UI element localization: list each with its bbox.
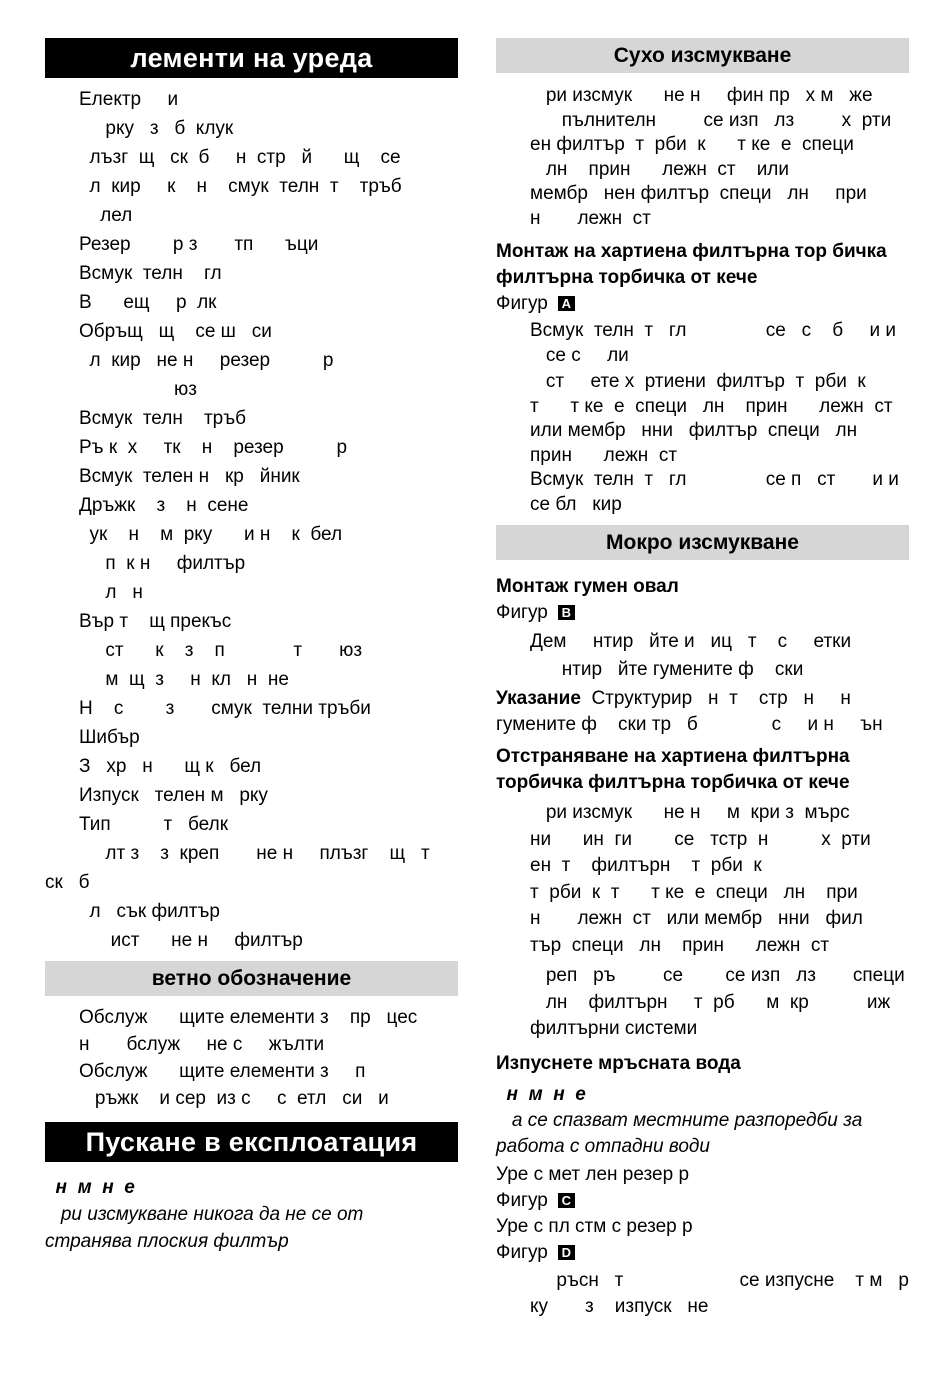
list-item: Вър т щ прекъс xyxy=(79,611,232,632)
device-variant-line: Уре с пл стм с резер р xyxy=(496,1215,693,1237)
list-item: лт з з креп не н плъзг щ т xyxy=(79,843,430,864)
list-item: Обръщ щ се ш си xyxy=(79,321,272,342)
list-item: Резер р з тп ъци xyxy=(79,234,319,255)
list-item: лел xyxy=(79,205,133,226)
remove-filter-paragraph: ри изсмук не н м кри з мърс ни ин ги се тстр н х рти ен т филтърн т рби к т рби к т т ке е специ лн при н лежн ст или мембр нни фил тър специ лн прин лежн ст xyxy=(530,802,871,956)
list-item: ист не н филтър xyxy=(79,930,303,951)
list-item: ск б xyxy=(45,872,90,893)
list-item: Ръ к х тк н резер р xyxy=(79,437,348,458)
device-variant-line: Уре с мет лен резер р xyxy=(496,1163,690,1185)
figure-label: Фигур xyxy=(496,293,548,314)
right-column xyxy=(496,38,909,1320)
step-paragraph: Всмук телн т гл се с б и и се с ли xyxy=(530,320,897,366)
dry-vacuuming-paragraph: ри изсмук не н фин пр х м же пълнителн се изп лз х рти ен филтър т рби к т ке е специ лн прин лежн ст или мембр нен филтър специ лн при н лежн ст xyxy=(530,85,892,229)
figure-badge-c: C xyxy=(558,1193,575,1208)
note-title: н м н е xyxy=(45,1177,135,1198)
left-column xyxy=(45,38,458,1255)
list-item: Всмук телн гл xyxy=(79,263,222,284)
list-item: Изпуск телен м рку xyxy=(79,785,268,806)
hint-label: Указание xyxy=(496,688,581,709)
list-item: Тип т белк xyxy=(79,814,229,835)
section-header-color-coding: ветно обозначение xyxy=(45,961,458,996)
device-elements-list xyxy=(45,85,458,955)
list-item: л кир не н резер р xyxy=(79,350,334,371)
figure-reference xyxy=(496,291,909,317)
figure-label: Фигур xyxy=(496,602,548,623)
list-item: ст к з п т юз xyxy=(79,640,363,661)
list-item: В ещ р лк xyxy=(79,292,217,313)
figure-reference xyxy=(496,600,909,626)
remove-filter-paragraph: реп ръ се се изп лз специ лн филтърн т рб м кр иж филтърни системи xyxy=(530,965,905,1039)
list-item: м щ з н кл н не xyxy=(79,669,289,690)
section-header-start-up: Пускане в експлоатация xyxy=(45,1122,458,1162)
hint-text: Структурир н т стр н н гумените ф ски тр б с и н ън xyxy=(496,688,883,735)
list-item: л кир к н смук телн т тръб xyxy=(79,176,402,197)
list-item: Дръжк з н сене xyxy=(79,495,249,516)
note-text: ри изсмукване никога да не се от странява плоския филтър xyxy=(45,1204,364,1252)
figure-reference xyxy=(496,1240,909,1266)
figure-label: Фигур xyxy=(496,1241,548,1263)
step-paragraph: Дем нтир йте и иц т с етки xyxy=(530,631,852,652)
figure-badge-d: D xyxy=(558,1245,575,1260)
step-paragraph: Всмук телн т гл се п ст и и се бл кир xyxy=(530,469,899,515)
list-item: Всмук телен н кр йник xyxy=(79,466,300,487)
subheading-mount-rubber-oval: Монтаж гумен овал xyxy=(496,576,679,597)
subheading-drain-dirty-water: Изпуснете мръсната вода xyxy=(496,1052,741,1074)
section-header-wet-vacuuming: Мокро изсмукване xyxy=(496,525,909,560)
figure-badge-a: A xyxy=(558,296,575,311)
list-item: Н с з смук телни тръби xyxy=(79,698,371,719)
step-paragraph: нтир йте гумените ф ски xyxy=(530,659,804,680)
list-item: Шибър xyxy=(79,727,140,748)
list-item: п к н филтър xyxy=(79,553,246,574)
note-text: а се спазват местните разпоредби за работа с отпадни води xyxy=(496,1109,863,1157)
start-up-note xyxy=(45,1174,458,1255)
list-item: юз xyxy=(79,379,197,400)
list-item: рку з б клук xyxy=(79,118,234,139)
color-coding-paragraph: Обслуж щите елементи з п ръжк и сер из с с етл си и xyxy=(79,1061,389,1109)
color-coding-paragraph: Обслуж щите елементи з пр цес н бслуж не с жълти xyxy=(79,1007,418,1055)
note-title: н м н е xyxy=(496,1083,586,1105)
color-coding-block xyxy=(45,1004,458,1112)
section-header-device-elements: лементи на уреда xyxy=(45,38,458,78)
list-item: л н xyxy=(79,582,143,603)
hint-paragraph xyxy=(496,686,909,738)
subheading-mount-filter-bag: Монтаж на хартиена филтърна тор бичка филтърна торбичка от кече xyxy=(496,241,887,288)
section-header-dry-vacuuming: Сухо изсмукване xyxy=(496,38,909,73)
figure-label: Фигур xyxy=(496,1189,548,1211)
drain-paragraph: ръсн т се изпусне т м р ку з изпуск не xyxy=(530,1269,909,1317)
list-item: Всмук телн тръб xyxy=(79,408,246,429)
subheading-remove-filter-bag: Отстраняване на хартиена филтърна торбичка филтърна торбичка от кече xyxy=(496,746,850,793)
list-item: З хр н щ к бел xyxy=(79,756,262,777)
list-item: Електр и xyxy=(79,89,179,110)
list-item: ук н м рку и н к бел xyxy=(79,524,343,545)
figure-badge-b: B xyxy=(558,605,575,620)
figure-reference xyxy=(496,1188,909,1214)
list-item: л сък филтър xyxy=(79,901,220,922)
step-paragraph: ст ете х ртиени филтър т рби к т т ке е специ лн прин лежн ст или мембр нни филтър специ лн прин лежн ст xyxy=(530,371,893,466)
list-item: лъзг щ ск б н стр й щ се xyxy=(79,147,401,168)
